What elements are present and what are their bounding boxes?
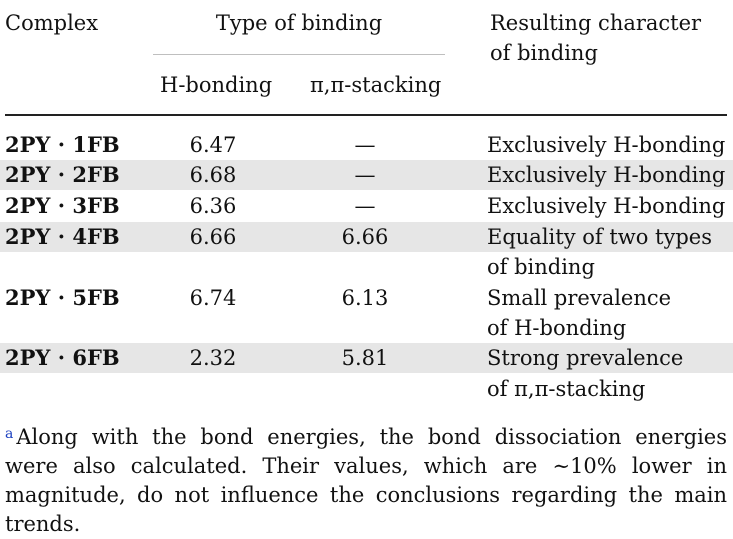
- footnote-text: Along with the bond energies, the bond dissociation energies were also calculated. Their values, which are ∼10% lower in magnitude, do not influence the conclusions regarding the main trends.: [5, 425, 727, 536]
- complex-cell: 2PY · 6FB: [5, 345, 120, 370]
- header-resulting-line1: Resulting character: [490, 11, 702, 35]
- h-bonding-cell: 6.74: [189, 286, 237, 310]
- h-bonding-cell: 6.47: [189, 133, 237, 157]
- header-complex: Complex: [5, 11, 99, 35]
- h-bonding-cell: 2.32: [189, 346, 237, 370]
- resulting-cell: Equality of two types: [487, 225, 713, 249]
- header-resulting-line2: of binding: [490, 41, 598, 65]
- resulting-cell-continued: of binding: [487, 255, 595, 279]
- footnote: [5, 420, 727, 539]
- complex-cell: 2PY · 1FB: [5, 132, 120, 157]
- resulting-cell: Exclusively H-bonding: [487, 163, 726, 187]
- complex-cell: 2PY · 4FB: [5, 224, 120, 249]
- header-type-of-binding: Type of binding: [215, 11, 383, 35]
- complex-cell: 2PY · 5FB: [5, 285, 120, 310]
- pi-stacking-cell: —: [354, 194, 376, 218]
- resulting-cell: Small prevalence: [487, 286, 672, 310]
- pi-stacking-cell: —: [354, 133, 376, 157]
- resulting-cell-continued: of π,π-stacking: [487, 377, 646, 401]
- header-rule: [5, 114, 727, 116]
- resulting-cell: Exclusively H-bonding: [487, 194, 726, 218]
- pi-stacking-cell: —: [354, 163, 376, 187]
- h-bonding-cell: 6.68: [189, 163, 237, 187]
- header-h-bonding: H-bonding: [160, 73, 273, 97]
- resulting-cell: Strong prevalence: [487, 346, 684, 370]
- complex-cell: 2PY · 2FB: [5, 162, 120, 187]
- resulting-cell: Exclusively H-bonding: [487, 133, 726, 157]
- header-pi-stacking: π,π-stacking: [310, 73, 442, 97]
- h-bonding-cell: 6.66: [189, 225, 237, 249]
- h-bonding-cell: 6.36: [189, 194, 237, 218]
- complex-cell: 2PY · 3FB: [5, 193, 120, 218]
- footnote-marker: a: [5, 426, 14, 442]
- pi-stacking-cell: 6.13: [341, 286, 389, 310]
- pi-stacking-cell: 5.81: [341, 346, 389, 370]
- header-subrule: [153, 54, 445, 55]
- pi-stacking-cell: 6.66: [341, 225, 389, 249]
- resulting-cell-continued: of H-bonding: [487, 316, 627, 340]
